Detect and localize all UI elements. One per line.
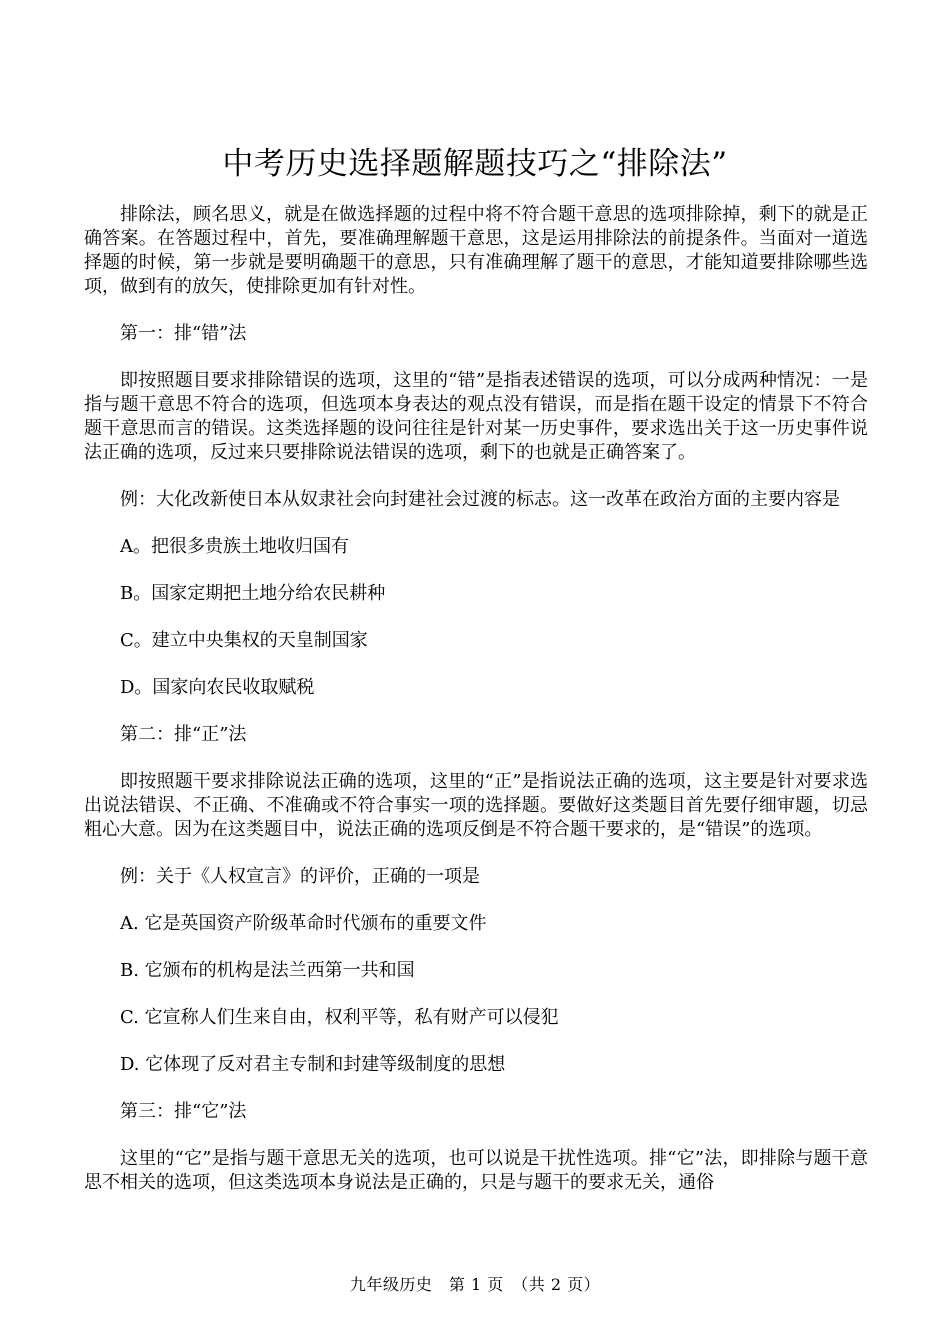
- page-footer: 九年级历史 第 1 页 （共 2 页）: [349, 1275, 601, 1294]
- example-2-option-a: A. 它是英国资产阶级革命时代颁布的重要文件: [120, 913, 487, 934]
- paragraph-section-1: 即按照题目要求排除错误的选项，这里的“错”是指表述错误的选项，可以分成两种情况：一是指与题干意思不符合的选项，但选项本身表达的观点没有错误，而是指在题干设定的情景下不符合题干意思而言的错误。这类选择题的设问往往是针对某一历史事件，要求选出关于这一历史事件说法正确的选项，反过来只要排除说法错误的选项，剩下的也就是正确答案了。: [84, 370, 868, 463]
- paragraph-intro: 排除法，顾名思义，就是在做选择题的过程中将不符合题干意思的选项排除掉，剩下的就是正确答案。在答题过程中，首先，要准确理解题干意思，这是运用排除法的前提条件。当面对一道选择题的时候，第一步就是要明确题干的意思，只有准确理解了题干的意思，才能知道要排除哪些选项，做到有的放矢，使排除更加有针对性。: [84, 204, 868, 297]
- section-heading-1: 第一：排“错”法: [120, 323, 247, 344]
- document-title: 中考历史选择题解题技巧之“排除法”: [222, 146, 728, 182]
- example-1-option-d: D。国家向农民收取赋税: [120, 677, 315, 698]
- paragraph-section-3: 这里的“它”是指与题干意思无关的选项，也可以说是干扰性选项。排“它”法，即排除与题干意思不相关的选项，但这类选项本身说法是正确的，只是与题干的要求无关，通俗: [84, 1148, 868, 1193]
- document-body: [84, 203, 868, 1218]
- section-heading-3: 第三：排“它”法: [120, 1101, 247, 1122]
- example-1-option-a: A。把很多贵族土地收归国有: [120, 536, 349, 557]
- paragraph-section-2: 即按照题干要求排除说法正确的选项，这里的“正”是指说法正确的选项，这主要是针对要求选出说法错误、不正确、不准确或不符合事实一项的选择题。要做好这类题目首先要仔细审题，切忌粗心大意。因为在这类题目中，说法正确的选项反倒是不符合题干要求的，是“错误”的选项。: [84, 771, 868, 840]
- example-1-option-c: C。建立中央集权的天皇制国家: [120, 630, 368, 651]
- example-question-1: 例：大化改新使日本从奴隶社会向封建社会过渡的标志。这一改革在政治方面的主要内容是: [120, 489, 840, 510]
- example-1-option-b: B。国家定期把土地分给农民耕种: [120, 583, 386, 604]
- section-heading-2: 第二：排“正”法: [120, 724, 247, 745]
- example-2-option-b: B. 它颁布的机构是法兰西第一共和国: [120, 960, 415, 981]
- example-question-2: 例：关于《人权宣言》的评价，正确的一项是: [120, 866, 480, 887]
- example-2-option-d: D. 它体现了反对君主专制和封建等级制度的思想: [120, 1054, 506, 1075]
- example-2-option-c: C. 它宣称人们生来自由，权利平等，私有财产可以侵犯: [120, 1007, 559, 1028]
